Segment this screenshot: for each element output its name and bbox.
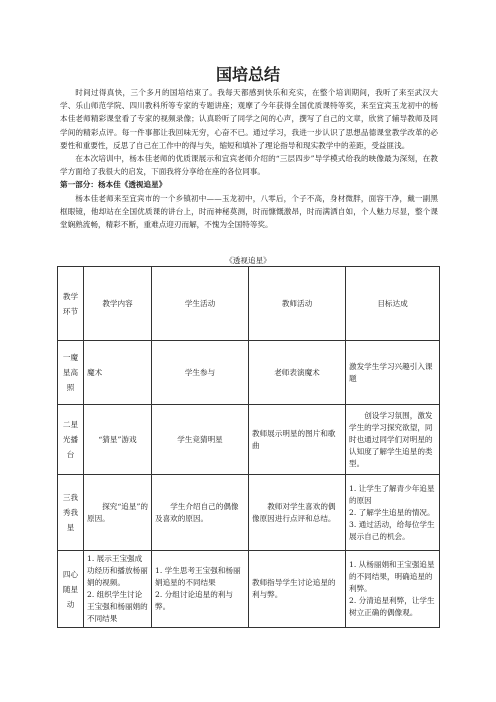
header-teacher: 教师活动 [249,267,346,341]
row3-stage: 三我秀我星 [58,475,84,551]
row3-teacher: 教师对学生喜欢的偶像原因进行点评和总结。 [249,475,346,551]
lesson-plan-table [57,266,440,628]
row3-goal [346,475,440,551]
table-row [58,341,440,405]
intro-paragraph-2: 在本次培训中，杨本佳老师的优质课展示和宜宾老师介绍的“三层四步”导学模式给我的映像最为深刻，在教学方面给了我很大的启发，下面我将分享给在座的各位同事。 [60,154,438,177]
row4-content-line-2: 2. 组织学生讨论王宝强和杨丽娟的不同结果 [87,590,148,623]
row4-goal-line-1: 1. 从杨丽娟和王宝强追星的不同结果，明确追星的利弊。 [349,560,435,593]
table-row [58,475,440,551]
table-row [58,405,440,475]
row3-student: 学生介绍自己的偶像及喜欢的原因。 [152,475,249,551]
row1-teacher: 老师表演魔术 [249,341,346,405]
document-body [60,86,438,231]
row3-goal-line-1: 1. 让学生了解青少年追星的原因 [349,483,435,505]
intro-paragraph-1: 时间过得真快，三个多月的国培结束了。我每天都感到快乐和充实，在整个培训期间，我听了来至武汉大学、乐山师范学院、四川教科所等专家的专题讲座；观摩了今年获得全国优质课特等奖，来至宜宾玉龙初中的杨本佳老师精彩课堂看了专家的视频录像；认真聆听了同学之间的心声，撰写了自己的文章，欣赏了辅导教师及同学间的精彩点评。每一件事都让我回味无穷，心奋不已。通过学习，我进一步认识了思想品德课堂教学改革的必要性和重要性，反思了自己在工作中的得与失，缩短和填补了理论指导和现实教学中的差距，受益匪浅。 [60,88,438,150]
row2-content: “猜星”游戏 [84,405,152,475]
row4-student-line-2: 2. 分组讨论追星的利与弊。 [155,590,234,611]
section-heading: 第一部分：杨本佳《透视追星》 [60,180,167,190]
table-row [58,551,440,628]
table-header-row [58,267,440,341]
row1-stage: 一魔星高照 [58,341,84,405]
row1-goal: 激发学生学习兴趣引入课题 [346,341,440,405]
row1-content: 魔术 [84,341,152,405]
row2-goal: 创设学习氛围，激发学生的学习探究欲望，同时也通过同学们对明星的认知度了解学生追星的类型。 [346,405,440,475]
row2-stage: 二星光播台 [58,405,84,475]
row4-teacher: 教师指导学生讨论追星的利与弊。 [249,551,346,628]
row3-content: 探究“追星”的原因。 [84,475,152,551]
row3-goal-line-2: 2. 了解学生追星的情况。 [349,507,435,517]
row2-student: 学生竞猜明星 [152,405,249,475]
header-goal: 目标达成 [346,267,440,341]
row4-goal [346,551,440,628]
row4-student [152,551,249,628]
row4-content-line-1: 1. 展示王宝强成功经历和播放杨丽娟的视频。 [87,554,148,587]
row1-student: 学生参与 [152,341,249,405]
section-paragraph: 杨本佳老师来至宜宾市的一个乡镇初中——玉龙初中，八零后，个子不高，身材微胖，面容干净，戴一副黑框眼镜，他却站在全国优质课的讲台上，时而神秘莫测，时而慷慨激昂，时而满洒自如，个人魅力尽显，整个课堂娴熟流畅，精彩不断，重难点迎刃而解，不愧为全国特等奖。 [60,193,438,230]
row2-teacher: 教师展示明星的图片和歌曲 [249,405,346,475]
header-stage: 教学环节 [58,267,84,341]
row4-student-line-1: 1. 学生思考王宝强和杨丽娟追星的不同结果 [155,566,241,587]
row4-stage: 四心随星动 [58,551,84,628]
document-title: 国培总结 [215,65,280,84]
header-student: 学生活动 [152,267,249,341]
header-content: 教学内容 [84,267,152,341]
table-caption: 《透视追星》 [225,256,271,265]
row3-goal-line-3: 3. 通过活动，给每位学生展示自己的机会。 [349,519,435,541]
row4-content [84,551,152,628]
row4-goal-line-2: 2. 分清追星利弊，让学生树立正确的偶像观。 [349,596,435,617]
